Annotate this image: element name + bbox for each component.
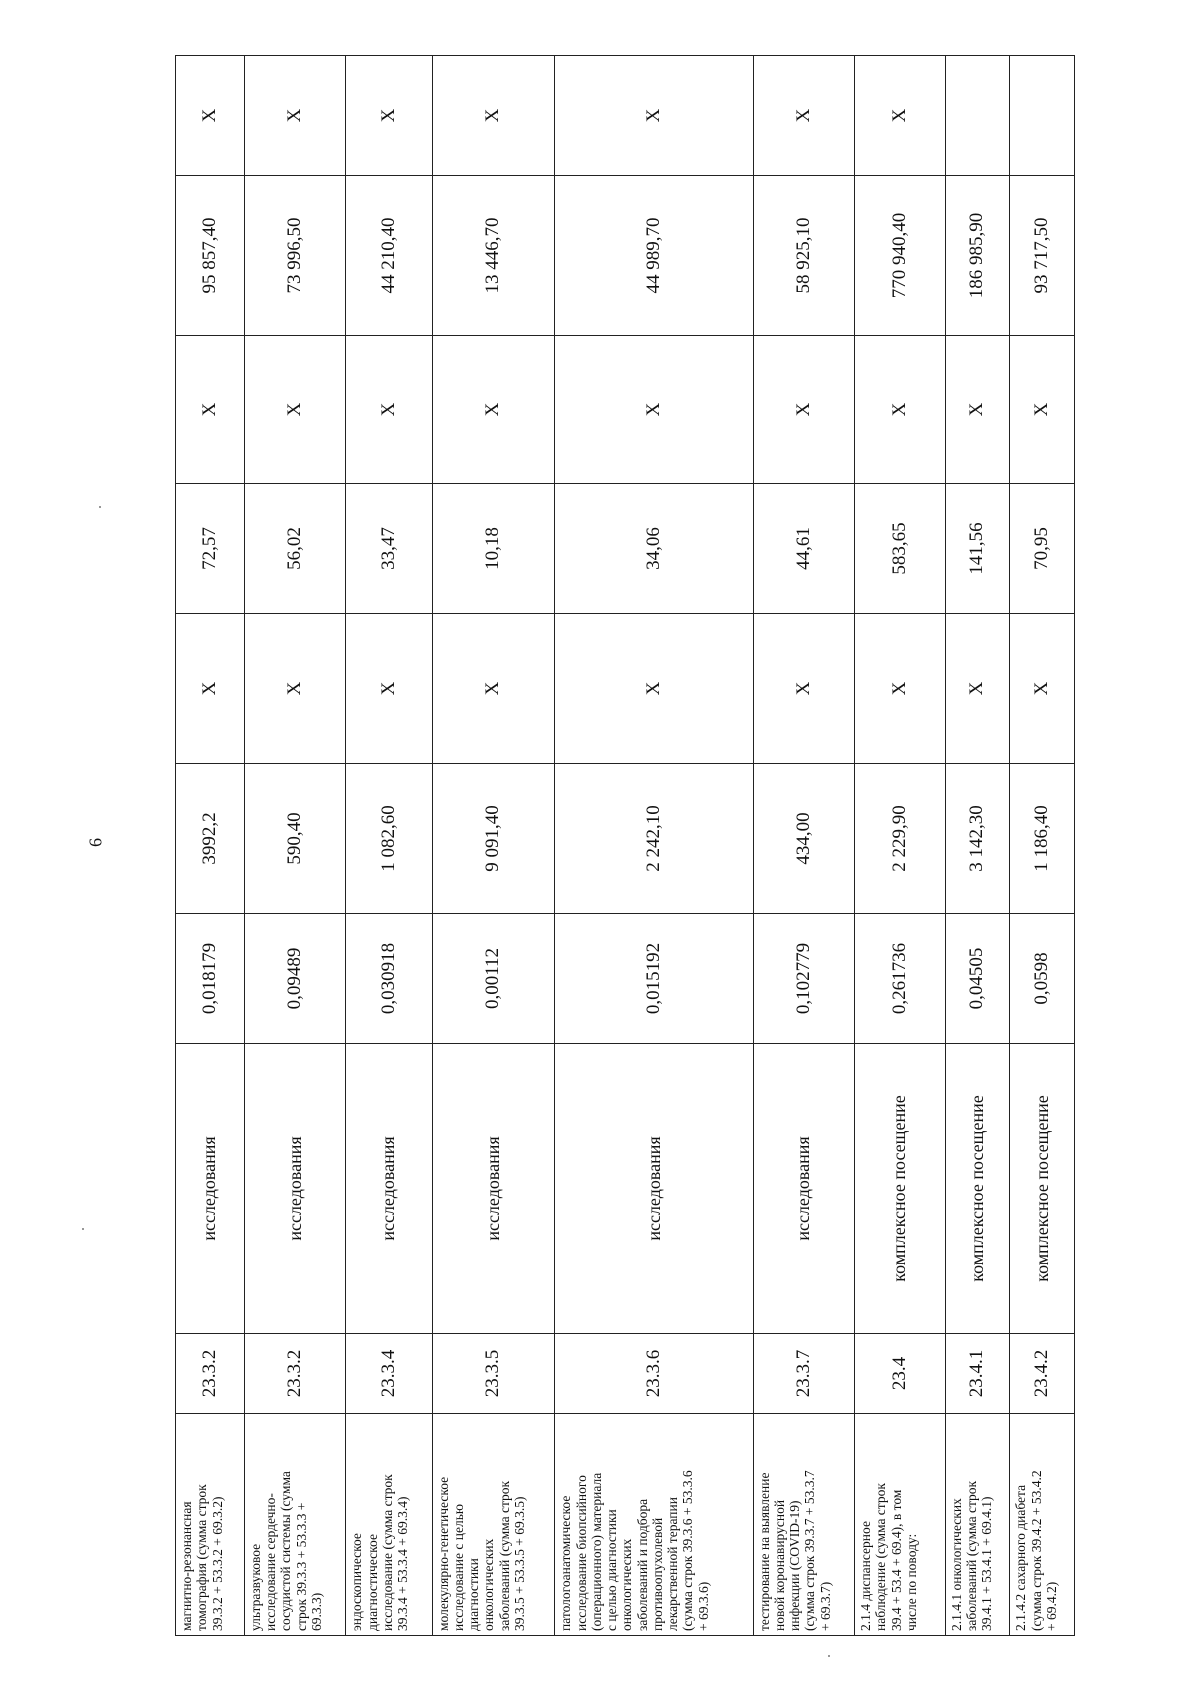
table-row bbox=[753, 56, 854, 1636]
table-row bbox=[1010, 56, 1075, 1636]
row-norm: 0,102779 bbox=[753, 914, 854, 1044]
row-col8: X bbox=[346, 336, 432, 484]
row-cost: 3992,2 bbox=[176, 764, 245, 914]
row-code: 23.3.6 bbox=[555, 1334, 753, 1414]
row-col7: 34,06 bbox=[555, 484, 753, 614]
row-col8: X bbox=[176, 336, 245, 484]
row-col9: 44 210,40 bbox=[346, 176, 432, 336]
row-unit: исследования bbox=[555, 1044, 753, 1334]
row-col8: X bbox=[855, 336, 946, 484]
data-table bbox=[175, 55, 1075, 1636]
table-row bbox=[432, 56, 555, 1636]
row-col7: 10,18 bbox=[432, 484, 555, 614]
row-code: 23.3.7 bbox=[753, 1334, 854, 1414]
row-col9: 58 925,10 bbox=[753, 176, 854, 336]
row-name: 2.1.4 диспансерное наблюдение (сумма строк 39.4 + 53.4 + 69.4), в том числе по поводу: bbox=[855, 1414, 946, 1636]
row-col7: 33,47 bbox=[346, 484, 432, 614]
row-col10 bbox=[1010, 56, 1075, 176]
table-row bbox=[346, 56, 432, 1636]
row-norm: 0,261736 bbox=[855, 914, 946, 1044]
row-code: 23.3.2 bbox=[244, 1334, 345, 1414]
row-col9: 13 446,70 bbox=[432, 176, 555, 336]
row-cost: 434,00 bbox=[753, 764, 854, 914]
row-col10: X bbox=[346, 56, 432, 176]
row-col7: 141,56 bbox=[945, 484, 1010, 614]
row-name: магнитно-резонансная томография (сумма строк 39.3.2 + 53.3.2 + 69.3.2) bbox=[176, 1414, 245, 1636]
row-name: 2.1.4.2 сахарного диабета (сумма строк 39.4.2 + 53.4.2 + 69.4.2) bbox=[1010, 1414, 1075, 1636]
row-code: 23.3.2 bbox=[176, 1334, 245, 1414]
row-col6: X bbox=[753, 614, 854, 764]
row-norm: 0,030918 bbox=[346, 914, 432, 1044]
row-norm: 0,0598 bbox=[1010, 914, 1075, 1044]
table-row bbox=[176, 56, 245, 1636]
row-col6: X bbox=[555, 614, 753, 764]
row-col7: 70,95 bbox=[1010, 484, 1075, 614]
row-code: 23.3.4 bbox=[346, 1334, 432, 1414]
row-col9: 73 996,50 bbox=[244, 176, 345, 336]
table-row bbox=[855, 56, 946, 1636]
row-norm: 0,09489 bbox=[244, 914, 345, 1044]
row-name: эндоскопическое диагностическое исследование (сумма строк 39.3.4 + 53.3.4 + 69.3.4) bbox=[346, 1414, 432, 1636]
row-norm: 0,018179 bbox=[176, 914, 245, 1044]
row-col6: X bbox=[855, 614, 946, 764]
row-name: ультразвуковое исследование сердечно- сосудистой системы (сумма строк 39.3.3 + 53.3.3 + 69.3.3) bbox=[244, 1414, 345, 1636]
row-unit: комплексное посещение bbox=[945, 1044, 1010, 1334]
row-col10: X bbox=[244, 56, 345, 176]
row-col6: X bbox=[176, 614, 245, 764]
row-col6: X bbox=[244, 614, 345, 764]
row-code: 23.4 bbox=[855, 1334, 946, 1414]
row-col8: X bbox=[753, 336, 854, 484]
row-col10: X bbox=[855, 56, 946, 176]
row-code: 23.3.5 bbox=[432, 1334, 555, 1414]
row-cost: 2 242,10 bbox=[555, 764, 753, 914]
row-name: патологоанатомическое исследование биопсийного (операционного) материала с целью диагностики онкологических заболеваний и подбора противоопухолевой лекарственной терапии (сумма строк 39.3.6 + 53.3.6 + 69.3.6) bbox=[555, 1414, 753, 1636]
row-col9: 44 989,70 bbox=[555, 176, 753, 336]
scan-speck bbox=[828, 1655, 830, 1657]
row-col8: X bbox=[432, 336, 555, 484]
row-col8: X bbox=[945, 336, 1010, 484]
row-col10: X bbox=[432, 56, 555, 176]
row-name: молекулярно-генетическое исследование с целью диагностики онкологических заболеваний (сумма строк 39.3.5 + 53.3.5 + 69.3.5) bbox=[432, 1414, 555, 1636]
row-col6: X bbox=[432, 614, 555, 764]
row-code: 23.4.1 bbox=[945, 1334, 1010, 1414]
row-unit: исследования bbox=[244, 1044, 345, 1334]
row-col8: X bbox=[1010, 336, 1075, 484]
row-col10 bbox=[945, 56, 1010, 176]
row-col10: X bbox=[753, 56, 854, 176]
row-name: 2.1.4.1 онкологических заболеваний (сумма строк 39.4.1 + 53.4.1 + 69.4.1) bbox=[945, 1414, 1010, 1636]
page-number: 6 bbox=[85, 838, 106, 847]
row-col7: 583,65 bbox=[855, 484, 946, 614]
scan-speck bbox=[99, 506, 101, 508]
row-col6: X bbox=[945, 614, 1010, 764]
table-row bbox=[945, 56, 1010, 1636]
row-col10: X bbox=[555, 56, 753, 176]
row-col6: X bbox=[1010, 614, 1075, 764]
row-col7: 44,61 bbox=[753, 484, 854, 614]
row-unit: комплексное посещение bbox=[855, 1044, 946, 1334]
row-cost: 590,40 bbox=[244, 764, 345, 914]
row-col9: 770 940,40 bbox=[855, 176, 946, 336]
row-cost: 2 229,90 bbox=[855, 764, 946, 914]
row-col8: X bbox=[555, 336, 753, 484]
row-cost: 3 142,30 bbox=[945, 764, 1010, 914]
scan-speck bbox=[82, 1228, 84, 1230]
row-unit: исследования bbox=[346, 1044, 432, 1334]
row-col9: 93 717,50 bbox=[1010, 176, 1075, 336]
row-name: тестирование на выявление новой коронавирусной инфекции (COVID-19) (сумма строк 39.3.7 + 53.3.7 + 69.3.7) bbox=[753, 1414, 854, 1636]
row-norm: 0,04505 bbox=[945, 914, 1010, 1044]
row-cost: 1 082,60 bbox=[346, 764, 432, 914]
row-col8: X bbox=[244, 336, 345, 484]
row-norm: 0,015192 bbox=[555, 914, 753, 1044]
row-col6: X bbox=[346, 614, 432, 764]
row-norm: 0,00112 bbox=[432, 914, 555, 1044]
row-col9: 186 985,90 bbox=[945, 176, 1010, 336]
table-row bbox=[555, 56, 753, 1636]
row-unit: комплексное посещение bbox=[1010, 1044, 1075, 1334]
row-unit: исследования bbox=[432, 1044, 555, 1334]
table-row bbox=[244, 56, 345, 1636]
row-col7: 72,57 bbox=[176, 484, 245, 614]
row-col9: 95 857,40 bbox=[176, 176, 245, 336]
row-unit: исследования bbox=[753, 1044, 854, 1334]
row-code: 23.4.2 bbox=[1010, 1334, 1075, 1414]
row-unit: исследования bbox=[176, 1044, 245, 1334]
row-col7: 56,02 bbox=[244, 484, 345, 614]
row-cost: 9 091,40 bbox=[432, 764, 555, 914]
row-cost: 1 186,40 bbox=[1010, 764, 1075, 914]
rotated-table-container bbox=[175, 56, 1075, 1636]
row-col10: X bbox=[176, 56, 245, 176]
